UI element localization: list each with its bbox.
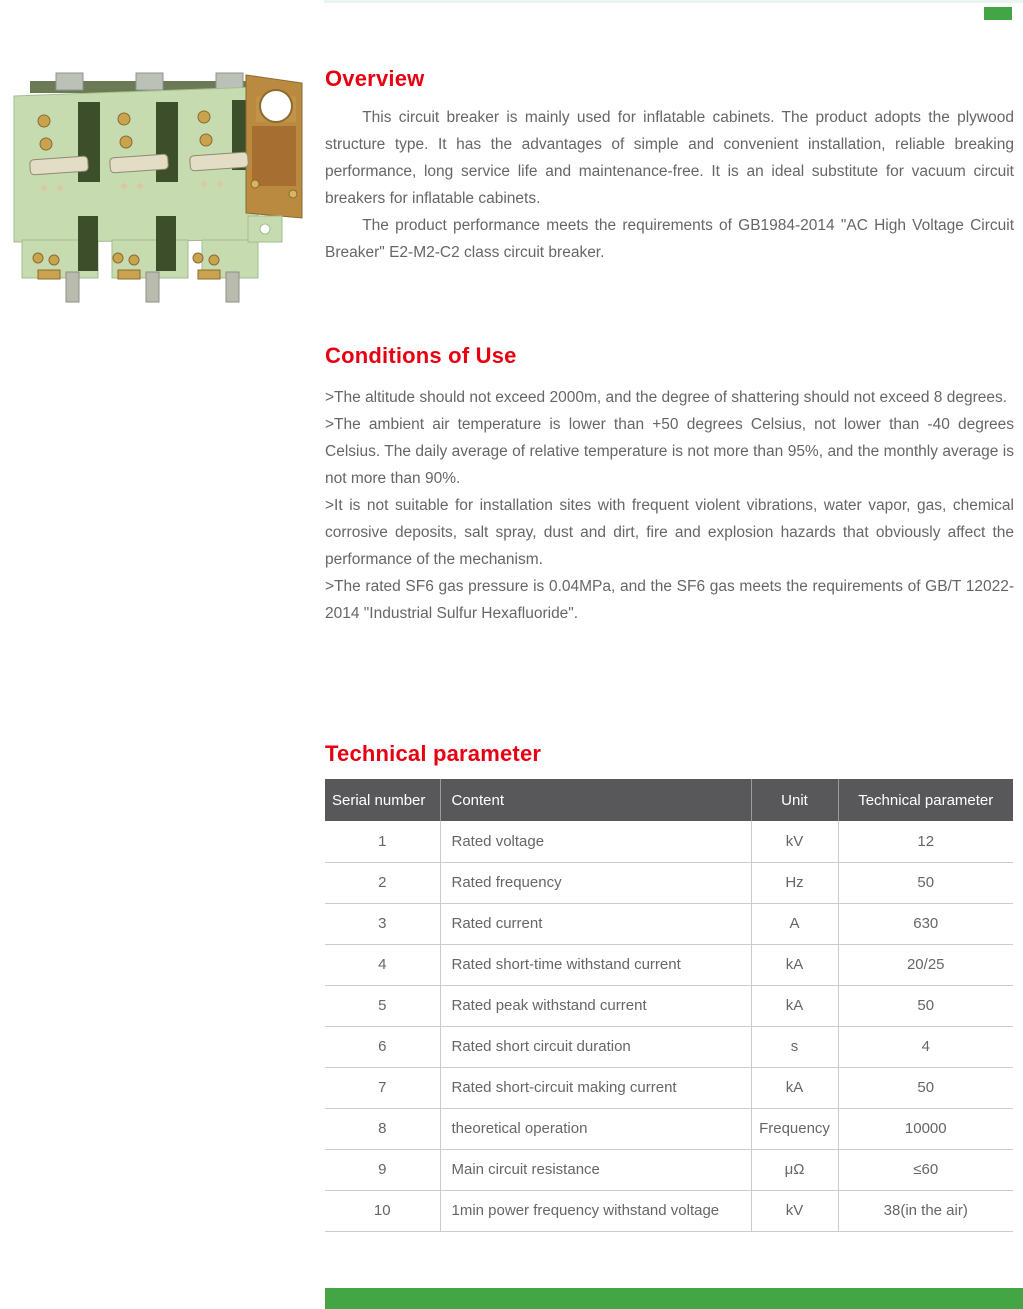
table-row: [325, 944, 1013, 985]
paragraph: This circuit breaker is mainly used for inflatable cabinets. The product adopts the plywood structure type. It has the advantages of simple and convenient installation, reliable breaking performance, long service life and maintenance-free. It is an ideal substitute for vacuum circuit breakers for inflatable cabinets.: [325, 109, 1014, 207]
table-row: [325, 1108, 1013, 1149]
technical-parameter-table: [325, 779, 1013, 1232]
table-row: [325, 1067, 1013, 1108]
table-cell: Main circuit resistance: [440, 1149, 751, 1190]
table-cell: kA: [751, 944, 838, 985]
overview-paragraphs: [325, 104, 1014, 266]
overview-heading: Overview: [325, 66, 425, 91]
table-cell: μΩ: [751, 1149, 838, 1190]
table-cell: 8: [325, 1108, 440, 1149]
table-cell: 6: [325, 1026, 440, 1067]
green-accent-chip: [984, 7, 1012, 20]
table-cell: 1min power frequency withstand voltage: [440, 1190, 751, 1231]
table-cell: Rated voltage: [440, 821, 751, 862]
table-cell: 50: [838, 862, 1013, 903]
paragraph: The product performance meets the requirements of GB1984-2014 "AC High Voltage Circuit Breaker" E2-M2-C2 class circuit breaker.: [325, 217, 1014, 261]
table-cell: Rated current: [440, 903, 751, 944]
table-row: [325, 985, 1013, 1026]
paragraph: >The ambient air temperature is lower than +50 degrees Celsius, not lower than -40 degrees Celsius. The daily average of relative temperature is not more than 95%, and the monthly average is not more than 90%.: [325, 416, 1014, 487]
table-cell: 12: [838, 821, 1013, 862]
table-cell: 2: [325, 862, 440, 903]
table-cell: kV: [751, 821, 838, 862]
table-cell: Rated frequency: [440, 862, 751, 903]
table-cell: ≤60: [838, 1149, 1013, 1190]
table-cell: 7: [325, 1067, 440, 1108]
table-cell: Rated short-time withstand current: [440, 944, 751, 985]
table-cell: 50: [838, 985, 1013, 1026]
table-cell: 4: [838, 1026, 1013, 1067]
table-cell: 20/25: [838, 944, 1013, 985]
table-cell: Hz: [751, 862, 838, 903]
table-row: [325, 1026, 1013, 1067]
column-header: Content: [440, 779, 751, 821]
top-divider: [324, 0, 1023, 3]
table-cell: 630: [838, 903, 1013, 944]
table-cell: Rated peak withstand current: [440, 985, 751, 1026]
conditions-heading: Conditions of Use: [325, 343, 517, 368]
column-header: Serial number: [325, 779, 440, 821]
table-row: [325, 821, 1013, 862]
table-cell: 4: [325, 944, 440, 985]
table-cell: kA: [751, 985, 838, 1026]
table-cell: 9: [325, 1149, 440, 1190]
conditions-paragraphs: [325, 384, 1014, 627]
table-cell: Rated short-circuit making current: [440, 1067, 751, 1108]
circuit-breaker-product-image: [8, 66, 310, 306]
table-row: [325, 903, 1013, 944]
table-body: [325, 821, 1013, 1231]
paragraph: >The rated SF6 gas pressure is 0.04MPa, and the SF6 gas meets the requirements of GB/T 12022-2014 "Industrial Sulfur Hexafluoride".: [325, 578, 1014, 622]
table-row: [325, 862, 1013, 903]
table-cell: Rated short circuit duration: [440, 1026, 751, 1067]
paragraph: >It is not suitable for installation sites with frequent violent vibrations, water vapor, gas, chemical corrosive deposits, salt spray, dust and dirt, fire and explosion hazards that obviously affect the performance of the mechanism.: [325, 497, 1014, 568]
table-cell: theoretical operation: [440, 1108, 751, 1149]
column-header: Unit: [751, 779, 838, 821]
table-cell: kA: [751, 1067, 838, 1108]
bottom-green-bar: [325, 1288, 1023, 1309]
table-cell: A: [751, 903, 838, 944]
technical-parameter-heading: Technical parameter: [325, 741, 542, 766]
table-row: [325, 1149, 1013, 1190]
table-cell: 38(in the air): [838, 1190, 1013, 1231]
table-cell: 10000: [838, 1108, 1013, 1149]
table-row: [325, 1190, 1013, 1231]
table-header: [325, 779, 1013, 821]
table-cell: 3: [325, 903, 440, 944]
table-cell: 1: [325, 821, 440, 862]
table-cell: kV: [751, 1190, 838, 1231]
table-cell: 10: [325, 1190, 440, 1231]
paragraph: >The altitude should not exceed 2000m, and the degree of shattering should not exceed 8 degrees.: [325, 389, 1008, 406]
column-header: Technical parameter: [838, 779, 1013, 821]
circuit-breaker-illustration: [8, 66, 310, 306]
table-cell: 50: [838, 1067, 1013, 1108]
table-cell: 5: [325, 985, 440, 1026]
table-cell: s: [751, 1026, 838, 1067]
table-cell: Frequency: [751, 1108, 838, 1149]
